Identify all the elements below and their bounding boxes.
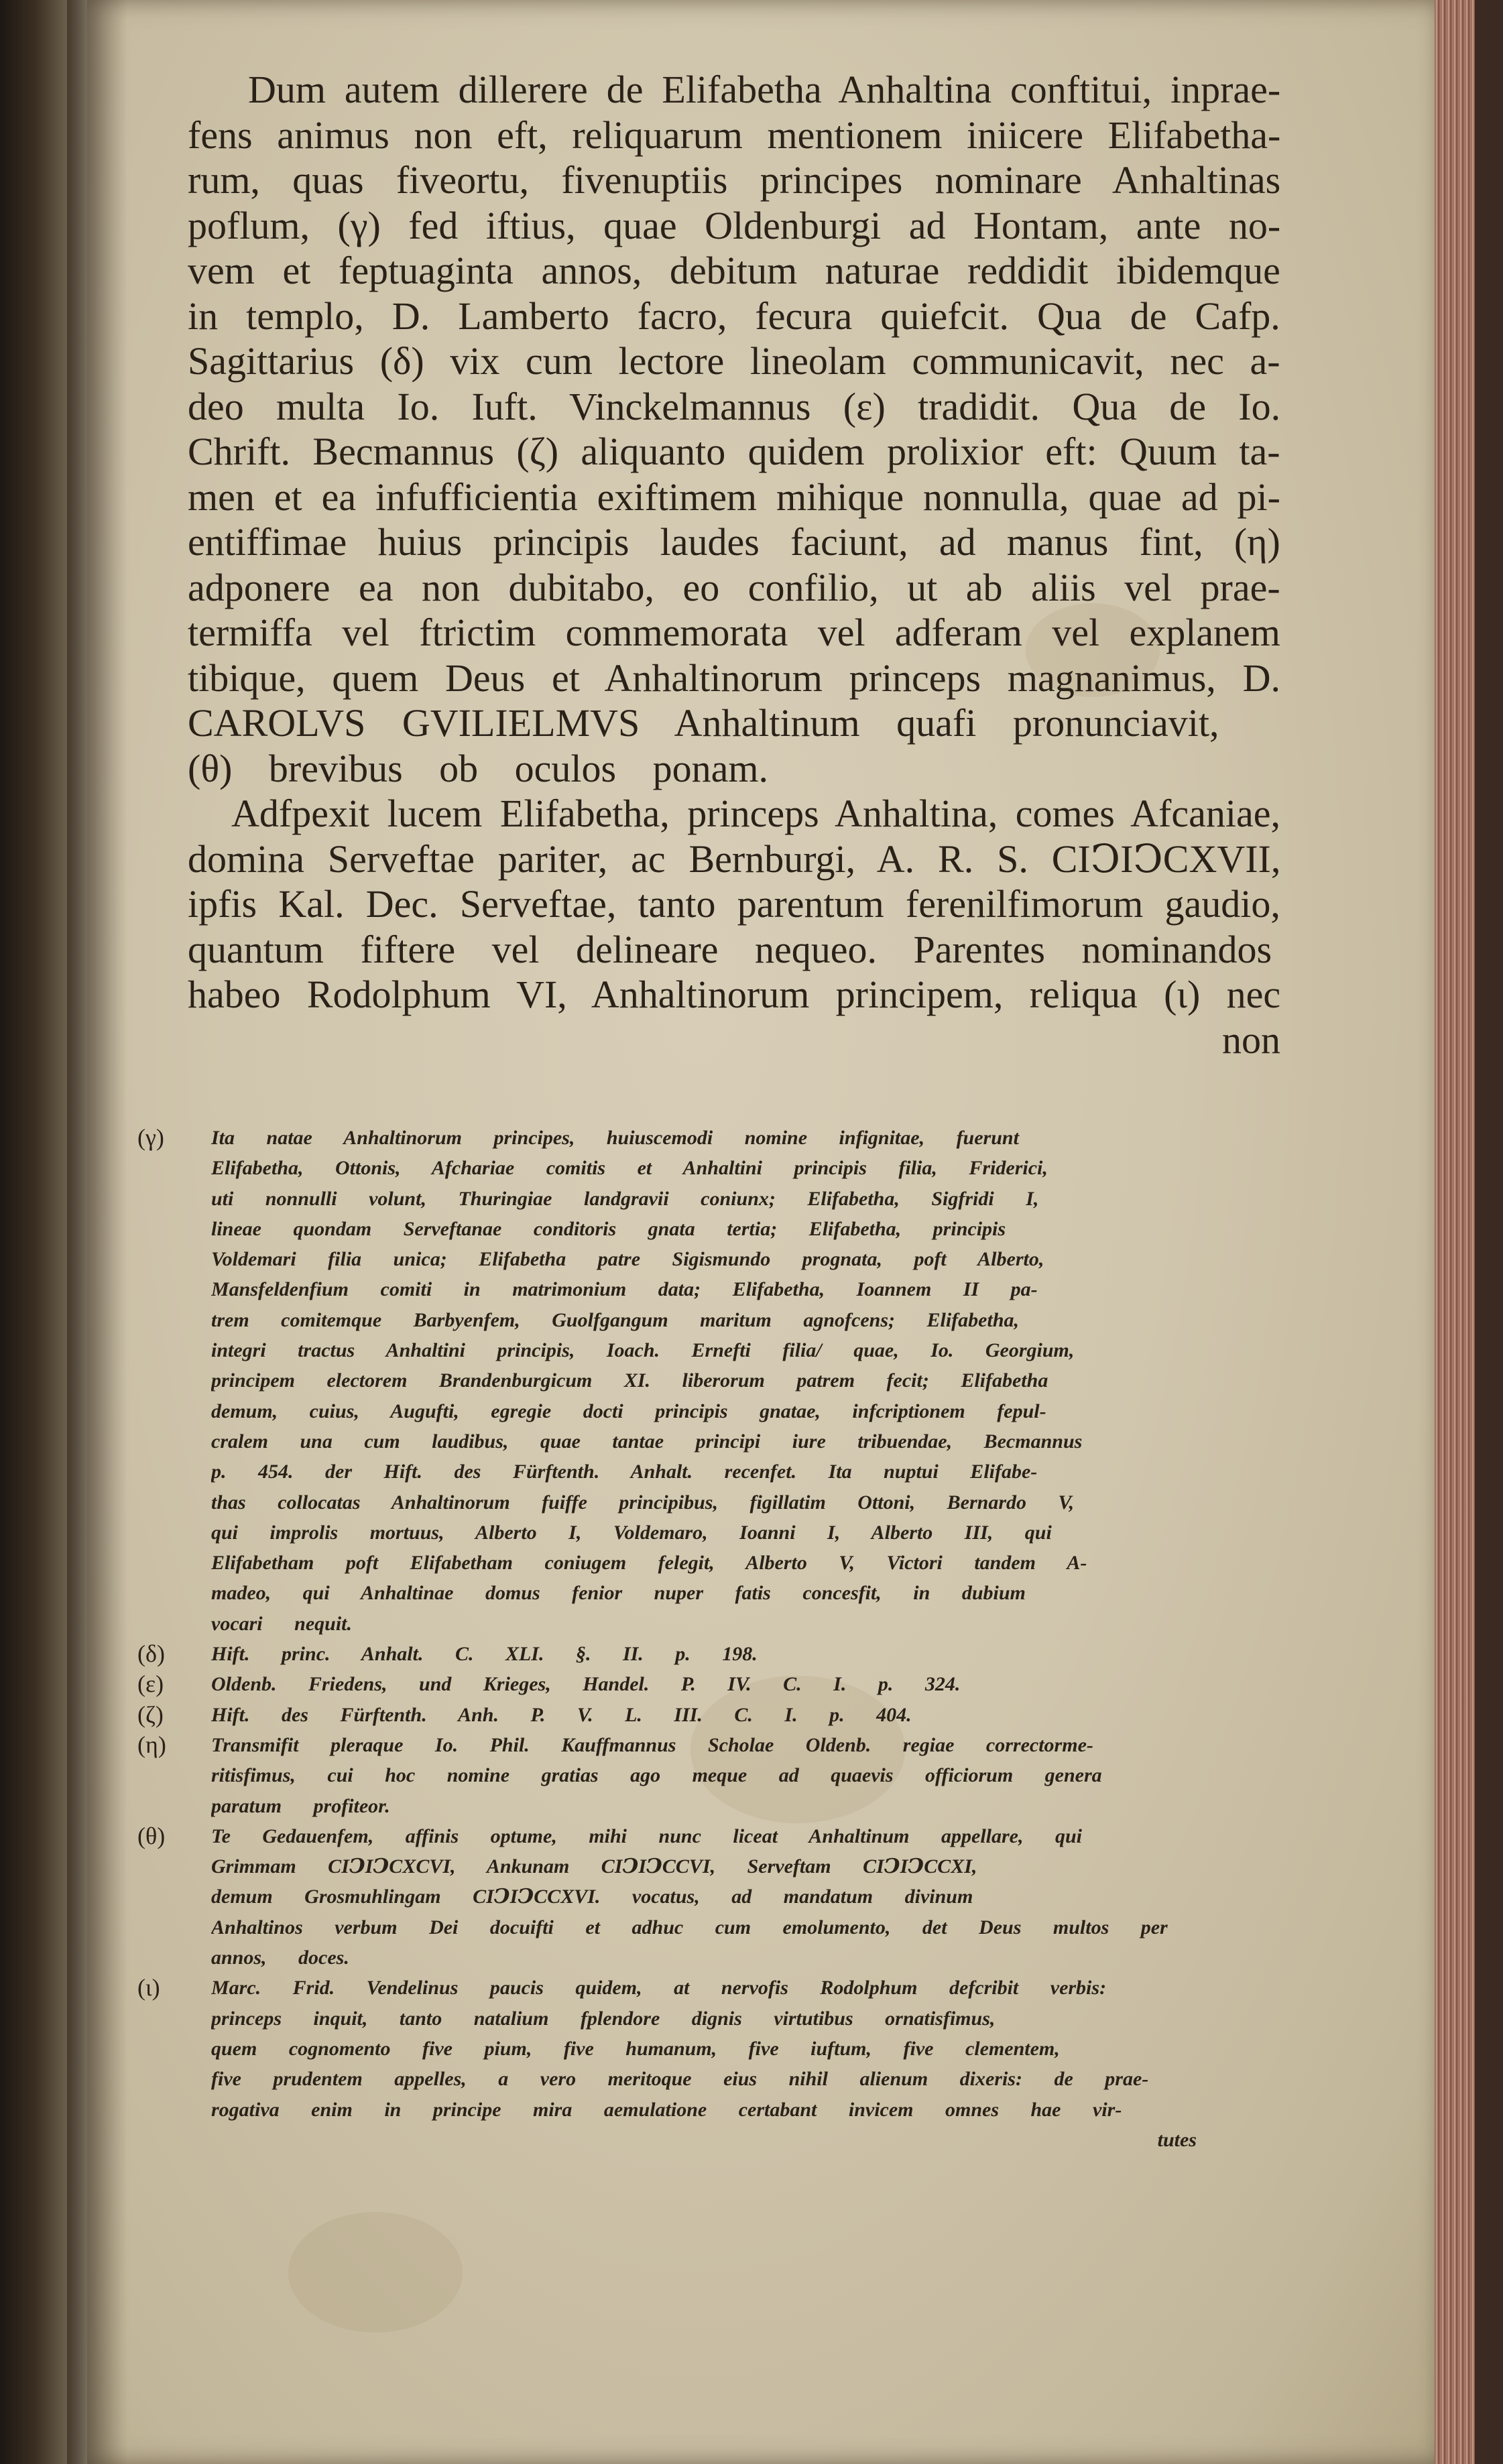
footnote-line: Elifabetha, Ottonis, Afchariae comitis et Anhaltini principis filia, Friderici,: [211, 1157, 1048, 1180]
footnote-mark: (δ): [137, 1640, 165, 1668]
footnote-line: Hift. des Fürftenth. Anh. P. V. L. III. C. I. p. 404.: [211, 1703, 912, 1726]
footnote-line: Anhaltinos verbum Dei docuifti et adhuc cum emolumento, det Deus multos per: [211, 1916, 1168, 1938]
footnote-line: principem electorem Brandenburgicum XI. liberorum patrem fecit; Elifabetha: [211, 1369, 1048, 1392]
text-line: men et ea infufficientia exiftimem mihique nonnulla, quae ad pi-: [188, 475, 1280, 519]
text-line: entiffimae huius principis laudes faciunt, ad manus fint, (η): [188, 520, 1280, 564]
footnote-line: p. 454. der Hift. des Fürftenth. Anhalt. recenfet. Ita nuptui Elifabe-: [211, 1461, 1038, 1483]
footnote-line: lineae quondam Serveftanae conditoris gnata tertia; Elifabetha, principis: [211, 1217, 1006, 1240]
footnote-catchword: tutes: [1157, 2128, 1197, 2151]
footnote-mark: (η): [137, 1731, 166, 1758]
footnote-epsilon: [137, 1669, 1197, 1699]
text-line: in templo, D. Lamberto facro, fecura quiefcit. Qua de Cafp.: [188, 294, 1280, 338]
footnote-eta: [137, 1730, 1197, 1821]
footnote-line: Transmifit pleraque Io. Phil. Kauffmannus Scholae Oldenb. regiae correctormе-: [211, 1733, 1093, 1756]
text-line: (θ) brevibus ob oculos ponam.: [188, 746, 768, 790]
footnote-line: trem comitemque Barbyenfem, Guolfgangum maritum agnofcens; Elifabetha,: [211, 1308, 1020, 1331]
text-line: Dum autem dillerere de Elifabetha Anhaltina conftitui, inprae-: [248, 68, 1281, 111]
main-text: [188, 67, 1280, 1062]
text-line: Chrift. Becmannus (ζ) aliquanto quidem prolixior eft: Quum ta-: [188, 430, 1280, 473]
footnote-line: Te Gedauenfem, affinis optume, mihi nunc liceat Anhaltinum appellare, qui: [211, 1825, 1082, 1847]
footnote-line: integri tractus Anhaltini principis, Ioach. Ernefti filia/ quae, Io. Georgium,: [211, 1339, 1075, 1362]
text-line: Adfpexit lucem Elifabetha, princeps Anhaltina, comes Afcaniae,: [231, 792, 1280, 835]
paper-stain: [288, 2212, 463, 2333]
footnote-iota: [137, 1973, 1197, 2155]
text-line: adponere ea non dubitabo, eo confilio, ut ab aliis vel prae-: [188, 565, 1280, 609]
text-line: tibique, quem Deus et Anhaltinorum princeps magnanimus, D.: [188, 656, 1280, 700]
text-line: fens animus non eft, reliquarum mentionem iniicere Elifabetha-: [188, 113, 1281, 157]
text-line: rum, quas fiveortu, fivenuptiis principes nominare Anhaltinas: [188, 158, 1281, 202]
footnote-line: ritisfimus, cui hoc nomine gratias ago meque ad quaevis officiorum genera: [211, 1764, 1102, 1787]
footnote-line: princeps inquit, tanto natalium fplendore dignis virtutibus ornatisfimus,: [211, 2007, 996, 2030]
footnote-line: Voldemari filia unica; Elifabetha patre Sigismundo prognata, poft Alberto,: [211, 1248, 1044, 1271]
text-line: Sagittarius (δ) vix cum lectore lineolam communicavit, nec a-: [188, 339, 1280, 383]
footnote-line: five prudentem appelles, a vero meritoque eius nihil alienum dixeris: de prae-: [211, 2068, 1149, 2091]
footnote-mark: (ζ): [137, 1701, 164, 1728]
footnote-mark: (ε): [137, 1670, 164, 1698]
footnote-line: Mansfeldenfium comiti in matrimonium data; Elifabetha, Ioannem II pa-: [211, 1278, 1038, 1301]
text-line: CAROLVS GVILIELMVS Anhaltinum quafi pronunciavit,: [188, 701, 1219, 745]
footnote-line: cralem una cum laudibus, quae tantae principi iure tribuendae, Becmannus: [211, 1430, 1083, 1453]
footnote-line: thas collocatas Anhaltinorum fuiffe principibus, figillatim Ottoni, Bernardo V,: [211, 1491, 1075, 1514]
paragraph-2: [188, 791, 1280, 1018]
footnote-mark: (γ): [137, 1124, 164, 1151]
footnote-gamma: [137, 1123, 1197, 1639]
footnote-line: quem cognomento five pium, five humanum, five iuftum, five clementem,: [211, 2037, 1060, 2060]
footnotes: [137, 1123, 1197, 2155]
footnote-line: Marc. Frid. Vendelinus paucis quidem, at nervofis Rodolphum defcribit verbis:: [211, 1977, 1107, 1999]
text-line: habeo Rodolphum VI, Anhaltinorum principem, reliqua (ι) nec: [188, 973, 1281, 1016]
footnote-line: uti nonnulli volunt, Thuringiae landgravii coniunx; Elifabetha, Sigfridi I,: [211, 1187, 1039, 1210]
footnote-line: demum, cuius, Augufti, egregie docti principis gnatae, infcriptionem fepul-: [211, 1400, 1046, 1422]
text-line: poflum, (γ) fed iftius, quae Oldenburgi ad Hontam, ante no-: [188, 203, 1281, 247]
footnote-delta: [137, 1639, 1197, 1669]
footnote-mark: (ι): [137, 1974, 160, 2001]
text-line: deo multa Io. Iuft. Vinckelmannus (ε) tradidit. Qua de Io.: [188, 384, 1281, 428]
footnote-line: Oldenb. Friedens, und Krieges, Handel. P. IV. C. I. p. 324.: [211, 1673, 961, 1696]
text-line: quantum fiftere vel delineare nequeo. Parentes nominandos: [188, 927, 1272, 971]
footnote-line: demum Grosmuhlingam CIↃIↃCCXVI. vocatus, ad mandatum divinum: [211, 1886, 973, 1908]
text-line: ipfis Kal. Dec. Serveftae, tanto parentum ferenilfimorum gaudio,: [188, 882, 1280, 926]
paragraph-1: [188, 67, 1280, 791]
footnote-zeta: [137, 1700, 1197, 1730]
footnote-line: Grimmam CIↃIↃCXCVI, Ankunam CIↃIↃCCVI, Serveftam CIↃIↃCCXI,: [211, 1855, 977, 1878]
book-cover-edge: [1475, 0, 1503, 2464]
footnote-line: Hift. princ. Anhalt. C. XLI. §. II. p. 198.: [211, 1643, 758, 1666]
footnote-theta: [137, 1821, 1197, 1973]
text-line: termiffa vel ftrictim commemorata vel adferam vel explanem: [188, 611, 1280, 654]
footnote-line: Elifabetham poft Elifabetham coniugem felegit, Alberto V, Victori tandem A-: [211, 1552, 1087, 1575]
footnote-line: paratum profiteor.: [211, 1794, 390, 1817]
text-line: vem et feptuaginta annos, debitum naturae reddidit ibidemque: [188, 249, 1280, 292]
footnote-line: Ita natae Anhaltinorum principes, huiuscemodi nomine infignitae, fuerunt: [211, 1127, 1019, 1149]
footnote-mark: (θ): [137, 1822, 166, 1849]
footnote-line: rogativa enim in principe mira aemulatione certabant invicem omnes hae vir-: [211, 2098, 1122, 2121]
text-line: domina Serveftae pariter, ac Bernburgi, A. R. S. CIↃIↃCXVII,: [188, 837, 1281, 881]
gutter-shadow: [67, 0, 127, 2464]
footnote-line: vocari nequit.: [211, 1612, 352, 1635]
footnote-line: qui improlis mortuus, Alberto I, Voldemaro, Ioanni I, Alberto III, qui: [211, 1521, 1052, 1544]
footnote-line: madeo, qui Anhaltinae domus fenior nuper fatis concesfit, in dubium: [211, 1582, 1026, 1605]
catchword: non: [1222, 1018, 1280, 1062]
footnote-line: annos, doces.: [211, 1947, 349, 1969]
